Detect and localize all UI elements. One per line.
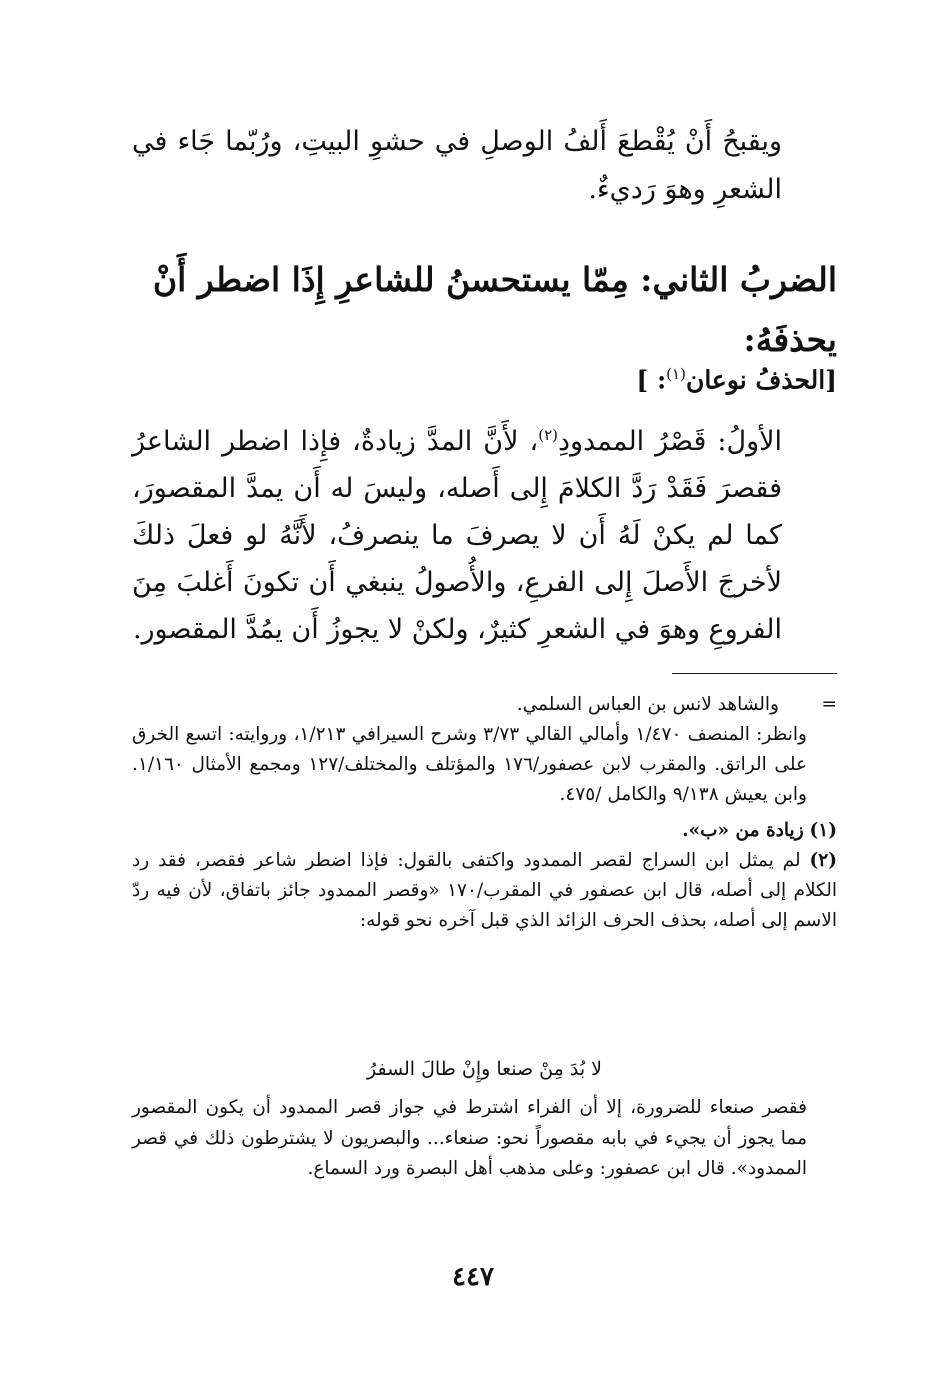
- footnote-2-cont-text: فقصر صنعاء للضرورة، إلا أن الفراء اشترط في جواز قصر الممدود أن يكون المقصور مما يجوز أن يجيء في بابه مقصوراً نحو: صنعاء... والبصريون لا يشترطون ذلك في قصر الممدود». قال ابن عصفور: وعلى مذهب أهل البصرة ورد السماع.: [132, 1097, 807, 1179]
- subsection-heading-text: [الحذفُ نوعان: [685, 365, 837, 395]
- footnote-continuation-line: [132, 690, 837, 720]
- footnote-2-text: لم يمثل ابن السراج لقصر الممدود واكتفى بالقول: فإذا اضطر شاعر فقصر، فقد رد الكلام إلى أصله، قال ابن عصفور في المقرب/١٧٠ «وقصر الممدود جائز باتفاق، لأن فيه ردّ الاسم إلى أصله، بحذف الحرف الزائد الذي قبل آخره نحو قوله:: [132, 850, 837, 931]
- intro-paragraph: [132, 118, 837, 214]
- continuation-mark: =: [821, 694, 837, 715]
- main-text-start: الأولُ: قَصْرُ الممدودِ: [557, 426, 783, 457]
- footnote-divider: [672, 673, 837, 674]
- footnote-1: [132, 816, 837, 846]
- footnote-2: [132, 846, 837, 936]
- footnote-ref-1: (١): [666, 365, 686, 383]
- footnote-verse: لا بُدَ مِنْ صنعا وإِنْ طالَ السفرُ: [366, 1058, 603, 1080]
- subsection-heading: [132, 352, 837, 402]
- continuation-first-line: والشاهد لانس بن العباس السلمي.: [516, 694, 779, 715]
- subsection-heading-end: : ]: [636, 365, 667, 395]
- main-text-rest: ، لأَنَّ المدَّ زيادةٌ، فإِذا اضطر الشاعرُ فقصرَ فَقَدْ رَدَّ الكلامَ إِلى أَصله، وليسَ له أَن يمدَّ المقصورَ، كما لم يكنْ لَهُ أَن لا يصرفَ ما ينصرفُ، لأَنَّهُ لو فعلَ ذلكَ لأخرجَ الأَصلَ إِلى الفرعِ، والأُصولُ ينبغي أَن تكونَ أَغلبَ مِنَ الفروعِ وهوَ في الشعرِ كثيرٌ، ولكنْ لا يجوزُ أَن يمُدَّ المقصور.: [132, 426, 782, 645]
- footnote-2-continuation: [132, 1093, 837, 1185]
- main-paragraph: [132, 412, 837, 653]
- section-heading: الضربُ الثاني: مِمّا يستحسنُ للشاعرِ إِذَا اضطر أَنْ يحذفَهُ:: [152, 260, 837, 359]
- intro-text: ويقبحُ أَنْ يُقْطعَ أَلفُ الوصلِ في حشوِ البيتِ، ورُبّما جَاء في الشعرِ وهوَ رَديءٌ.: [132, 126, 782, 205]
- footnote-1-number: (١): [809, 820, 837, 841]
- footnote-continuation-text: وانظر: المنصف ١/٤٧٠ وأمالي القالي ٣/٧٣ وشرح السيرافي ١/٢١٣، وروايته: اتسع الخرق على الراتق. والمقرب لابن عصفور/١٧٦ والمؤتلف والمختلف/١٢٧ ومجمع الأمثال ١/١٦٠. وابن يعيش ٩/١٣٨ والكامل /٤٧٥.: [132, 724, 807, 805]
- footnotes: [132, 690, 837, 936]
- footnote-1-text: زيادة من «ب».: [682, 820, 804, 841]
- footnote-ref-2: (٢): [538, 426, 558, 444]
- footnote-2-number: (٢): [809, 850, 837, 871]
- page-number: ٤٤٧: [452, 1262, 494, 1292]
